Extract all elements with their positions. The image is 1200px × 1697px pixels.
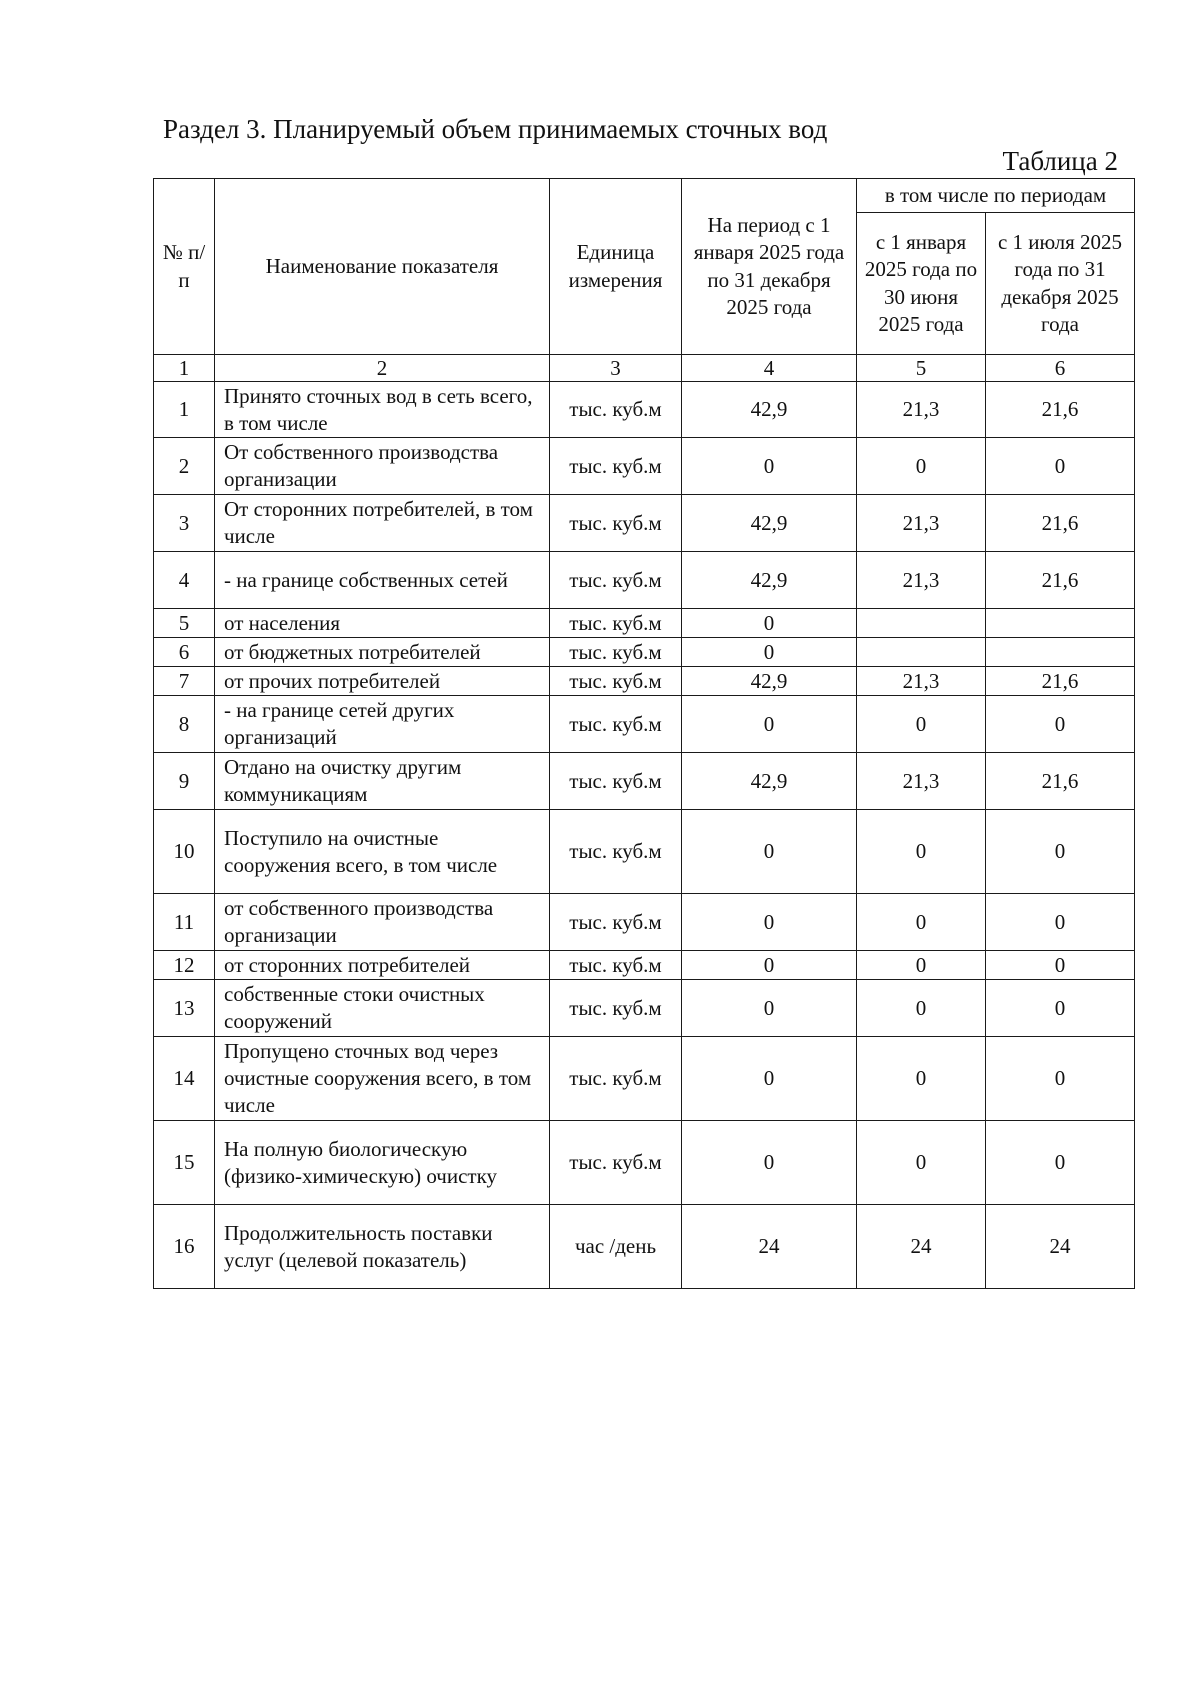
total-value: 0 [682,438,857,495]
total-value: 0 [682,894,857,951]
table-row [154,609,1135,638]
total-value: 0 [682,696,857,753]
indicator-name: На полную биологическую (физико-химическую) очистку [215,1121,550,1205]
row-number: 3 [154,495,215,552]
header-period-2: с 1 июля 2025 года по 31 декабря 2025 года [986,213,1135,355]
column-number: 3 [550,355,682,382]
period-1-value: 0 [857,1037,986,1121]
period-2-value: 0 [986,696,1135,753]
unit-cell: тыс. куб.м [550,1037,682,1121]
table-row [154,1037,1135,1121]
period-1-value: 0 [857,438,986,495]
row-number: 10 [154,810,215,894]
period-2-value: 0 [986,894,1135,951]
column-number: 6 [986,355,1135,382]
period-1-value: 0 [857,696,986,753]
indicator-name: от населения [215,609,550,638]
total-value: 42,9 [682,382,857,438]
period-1-value: 21,3 [857,753,986,810]
period-2-value: 24 [986,1205,1135,1289]
row-number: 8 [154,696,215,753]
period-2-value [986,638,1135,667]
unit-cell: тыс. куб.м [550,667,682,696]
table-row [154,638,1135,667]
indicator-name: от прочих потребителей [215,667,550,696]
period-2-value: 0 [986,810,1135,894]
header-periods-group: в том числе по периодам [857,179,1135,213]
row-number: 16 [154,1205,215,1289]
total-value: 0 [682,810,857,894]
table-row [154,1121,1135,1205]
period-1-value: 0 [857,980,986,1037]
period-1-value: 21,3 [857,382,986,438]
total-value: 0 [682,980,857,1037]
header-name: Наименование показателя [215,179,550,355]
period-1-value: 0 [857,951,986,980]
indicator-name: от собственного производства организации [215,894,550,951]
table-row [154,810,1135,894]
wastewater-volume-table [153,178,1135,1289]
total-value: 42,9 [682,753,857,810]
period-2-value: 0 [986,980,1135,1037]
total-value: 0 [682,951,857,980]
table-row [154,438,1135,495]
header-row-1 [154,179,1135,213]
total-value: 0 [682,1121,857,1205]
section-title: Раздел 3. Планируемый объем принимаемых сточных вод [163,114,828,144]
total-value: 0 [682,638,857,667]
table-row [154,696,1135,753]
unit-cell: тыс. куб.м [550,552,682,609]
unit-cell: тыс. куб.м [550,894,682,951]
indicator-name: Отдано на очистку другим коммуникациям [215,753,550,810]
period-1-value: 21,3 [857,667,986,696]
total-value: 24 [682,1205,857,1289]
header-unit: Единица измерения [550,179,682,355]
row-number: 2 [154,438,215,495]
period-1-value: 0 [857,894,986,951]
indicator-name: От собственного производства организации [215,438,550,495]
row-number: 15 [154,1121,215,1205]
period-2-value [986,609,1135,638]
table-row [154,382,1135,438]
period-2-value: 21,6 [986,552,1135,609]
period-2-value: 0 [986,1037,1135,1121]
table-row [154,1205,1135,1289]
table-row [154,495,1135,552]
indicator-name: От сторонних потребителей, в том числе [215,495,550,552]
row-number: 6 [154,638,215,667]
unit-cell: тыс. куб.м [550,696,682,753]
row-number: 12 [154,951,215,980]
period-2-value: 0 [986,1121,1135,1205]
indicator-name: Принято сточных вод в сеть всего, в том числе [215,382,550,438]
indicator-name: Поступило на очистные сооружения всего, в том числе [215,810,550,894]
period-2-value: 0 [986,438,1135,495]
row-number: 14 [154,1037,215,1121]
period-2-value: 21,6 [986,667,1135,696]
row-number: 5 [154,609,215,638]
unit-cell: тыс. куб.м [550,1121,682,1205]
unit-cell: тыс. куб.м [550,382,682,438]
unit-cell: тыс. куб.м [550,810,682,894]
period-1-value: 0 [857,1121,986,1205]
period-1-value: 0 [857,810,986,894]
row-number: 11 [154,894,215,951]
period-1-value [857,638,986,667]
indicator-name: - на границе сетей других организаций [215,696,550,753]
period-2-value: 21,6 [986,382,1135,438]
row-number: 1 [154,382,215,438]
table-row [154,667,1135,696]
table-row [154,753,1135,810]
table-row [154,980,1135,1037]
period-1-value: 21,3 [857,495,986,552]
indicator-name: собственные стоки очистных сооружений [215,980,550,1037]
row-number: 9 [154,753,215,810]
table-row [154,894,1135,951]
period-2-value: 21,6 [986,495,1135,552]
header-period-1: с 1 января 2025 года по 30 июня 2025 года [857,213,986,355]
unit-cell: тыс. куб.м [550,438,682,495]
column-number: 5 [857,355,986,382]
unit-cell: тыс. куб.м [550,951,682,980]
period-2-value: 0 [986,951,1135,980]
row-number: 7 [154,667,215,696]
unit-cell: тыс. куб.м [550,638,682,667]
unit-cell: тыс. куб.м [550,609,682,638]
column-numbers-row [154,355,1135,382]
total-value: 42,9 [682,495,857,552]
unit-cell: тыс. куб.м [550,753,682,810]
indicator-name: - на границе собственных сетей [215,552,550,609]
total-value: 0 [682,609,857,638]
table-row [154,552,1135,609]
indicator-name: Продолжительность поставки услуг (целевой показатель) [215,1205,550,1289]
header-total-period: На период с 1 января 2025 года по 31 декабря 2025 года [682,179,857,355]
header-num: № п/п [154,179,215,355]
total-value: 0 [682,1037,857,1121]
total-value: 42,9 [682,552,857,609]
period-1-value [857,609,986,638]
row-number: 13 [154,980,215,1037]
indicator-name: Пропущено сточных вод через очистные сооружения всего, в том числе [215,1037,550,1121]
unit-cell: час /день [550,1205,682,1289]
period-1-value: 21,3 [857,552,986,609]
unit-cell: тыс. куб.м [550,980,682,1037]
indicator-name: от бюджетных потребителей [215,638,550,667]
total-value: 42,9 [682,667,857,696]
column-number: 4 [682,355,857,382]
column-number: 2 [215,355,550,382]
row-number: 4 [154,552,215,609]
table-row [154,951,1135,980]
indicator-name: от сторонних потребителей [215,951,550,980]
period-2-value: 21,6 [986,753,1135,810]
table-label: Таблица 2 [1002,146,1118,176]
column-number: 1 [154,355,215,382]
unit-cell: тыс. куб.м [550,495,682,552]
period-1-value: 24 [857,1205,986,1289]
